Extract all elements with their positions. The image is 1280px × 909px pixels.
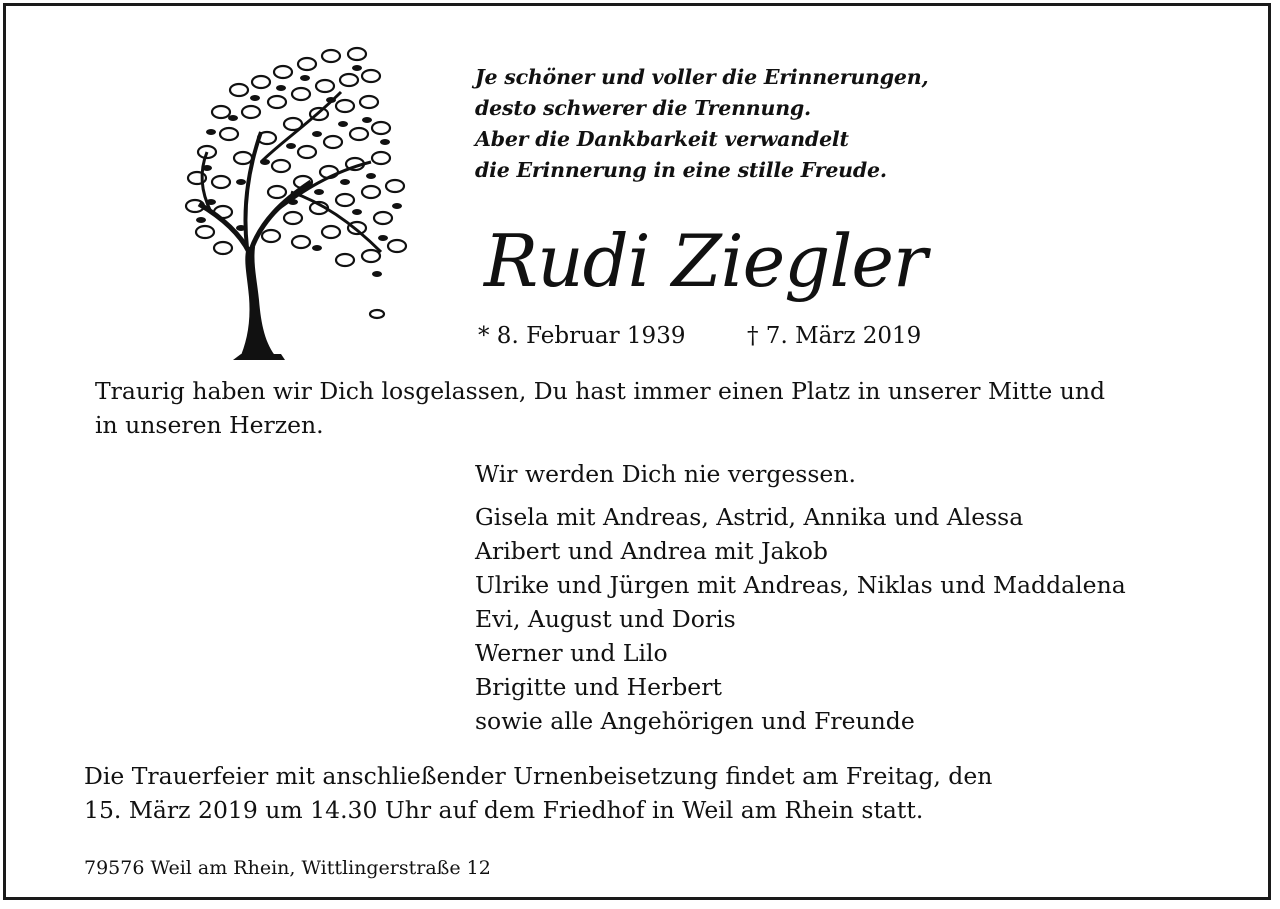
family-member: Evi, August und Doris	[475, 605, 736, 633]
family-member: Werner und Lilo	[475, 639, 668, 667]
quote-line: desto schwerer die Trennung.	[475, 96, 811, 120]
family-member: Ulrike und Jürgen mit Andreas, Niklas und Maddalena	[475, 571, 1126, 599]
quote-line: Je schöner und voller die Erinnerungen,	[475, 65, 929, 89]
message-line: Traurig haben wir Dich losgelassen, Du hast immer einen Platz in unserer Mitte und	[95, 377, 1106, 405]
family-member: Aribert und Andrea mit Jakob	[475, 537, 828, 565]
funeral-line: Die Trauerfeier mit anschließender Urnenbeisetzung findet am Freitag, den	[84, 762, 993, 790]
message-line: in unseren Herzen.	[95, 411, 324, 439]
birth-date: * 8. Februar 1939	[478, 323, 686, 349]
funeral-line: 15. März 2019 um 14.30 Uhr auf dem Friedhof in Weil am Rhein statt.	[84, 796, 924, 824]
family-list	[475, 500, 1126, 738]
mourning-address: 79576 Weil am Rhein, Wittlingerstraße 12	[84, 857, 491, 879]
family-member: Gisela mit Andreas, Astrid, Annika und Alessa	[475, 503, 1024, 531]
funeral-details	[84, 759, 992, 827]
farewell-message	[95, 374, 1235, 442]
memorial-quote	[475, 62, 928, 186]
family-member: sowie alle Angehörigen und Freunde	[475, 707, 915, 735]
family-member: Brigitte und Herbert	[475, 673, 722, 701]
quote-line: Aber die Dankbarkeit verwandelt	[475, 127, 849, 151]
closing-line: Wir werden Dich nie vergessen.	[475, 460, 856, 488]
quote-line: die Erinnerung in eine stille Freude.	[475, 158, 887, 182]
death-date: † 7. März 2019	[747, 323, 922, 349]
obituary-notice	[3, 3, 1271, 900]
tree-icon	[181, 42, 416, 362]
deceased-name: Rudi Ziegler	[484, 219, 927, 303]
